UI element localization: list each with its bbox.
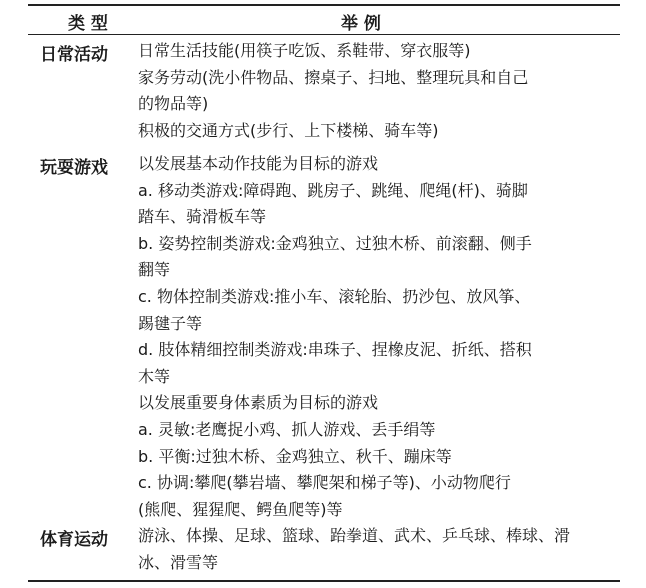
example-line: 踢毽子等 (138, 313, 203, 333)
example-line: 游泳、体操、足球、篮球、跆拳道、武术、乒乓球、棒球、滑 (138, 526, 571, 545)
table-top-rule (28, 4, 620, 6)
example-line: (熊爬、猩猩爬、鳄鱼爬等)等 (138, 499, 343, 519)
example-line: d. 肢体精细控制类游戏:串珠子、捏橡皮泥、折纸、搭积 (138, 340, 532, 360)
example-line: 积极的交通方式(步行、上下楼梯、骑车等) (138, 120, 439, 140)
example-line: 木等 (138, 366, 171, 386)
category-daily-activities: 日常活动 (40, 45, 108, 65)
example-line: b. 平衡:过独木桥、金鸡独立、秋千、蹦床等 (138, 446, 452, 466)
table-bottom-rule (28, 580, 620, 582)
header-example: 举 例 (341, 14, 381, 34)
example-line: b. 姿势控制类游戏:金鸡独立、过独木桥、前滚翻、侧手 (138, 233, 532, 253)
category-sports: 体育运动 (40, 530, 108, 550)
example-line: a. 灵敏:老鹰捉小鸡、抓人游戏、丢手绢等 (138, 419, 436, 439)
examples-play-games (138, 151, 616, 523)
example-line: 冰、滑雪等 (138, 552, 219, 572)
example-line: 踏车、骑滑板车等 (138, 207, 267, 227)
example-line: a. 移动类游戏:障碍跑、跳房子、跳绳、爬绳(杆)、骑脚 (138, 180, 528, 200)
example-line: c. 协调:攀爬(攀岩墙、攀爬架和梯子等)、小动物爬行 (138, 473, 511, 493)
example-line: 的物品等) (138, 94, 209, 114)
example-line: c. 物体控制类游戏:推小车、滚轮胎、扔沙包、放风筝、 (138, 286, 531, 306)
example-line: 翻等 (138, 260, 171, 280)
example-line: 以发展重要身体素质为目标的游戏 (138, 393, 379, 413)
examples-daily-activities (138, 38, 616, 144)
example-line: 家务劳动(洗小件物品、擦桌子、扫地、整理玩具和自己 (138, 67, 529, 87)
examples-sports (138, 523, 616, 576)
table-header-rule (28, 34, 620, 35)
example-line: 以发展基本动作技能为目标的游戏 (138, 154, 379, 173)
header-type: 类 型 (68, 14, 108, 34)
activity-table (28, 0, 620, 588)
category-play-games: 玩耍游戏 (40, 158, 108, 178)
example-line: 日常生活技能(用筷子吃饭、系鞋带、穿衣服等) (138, 41, 471, 60)
